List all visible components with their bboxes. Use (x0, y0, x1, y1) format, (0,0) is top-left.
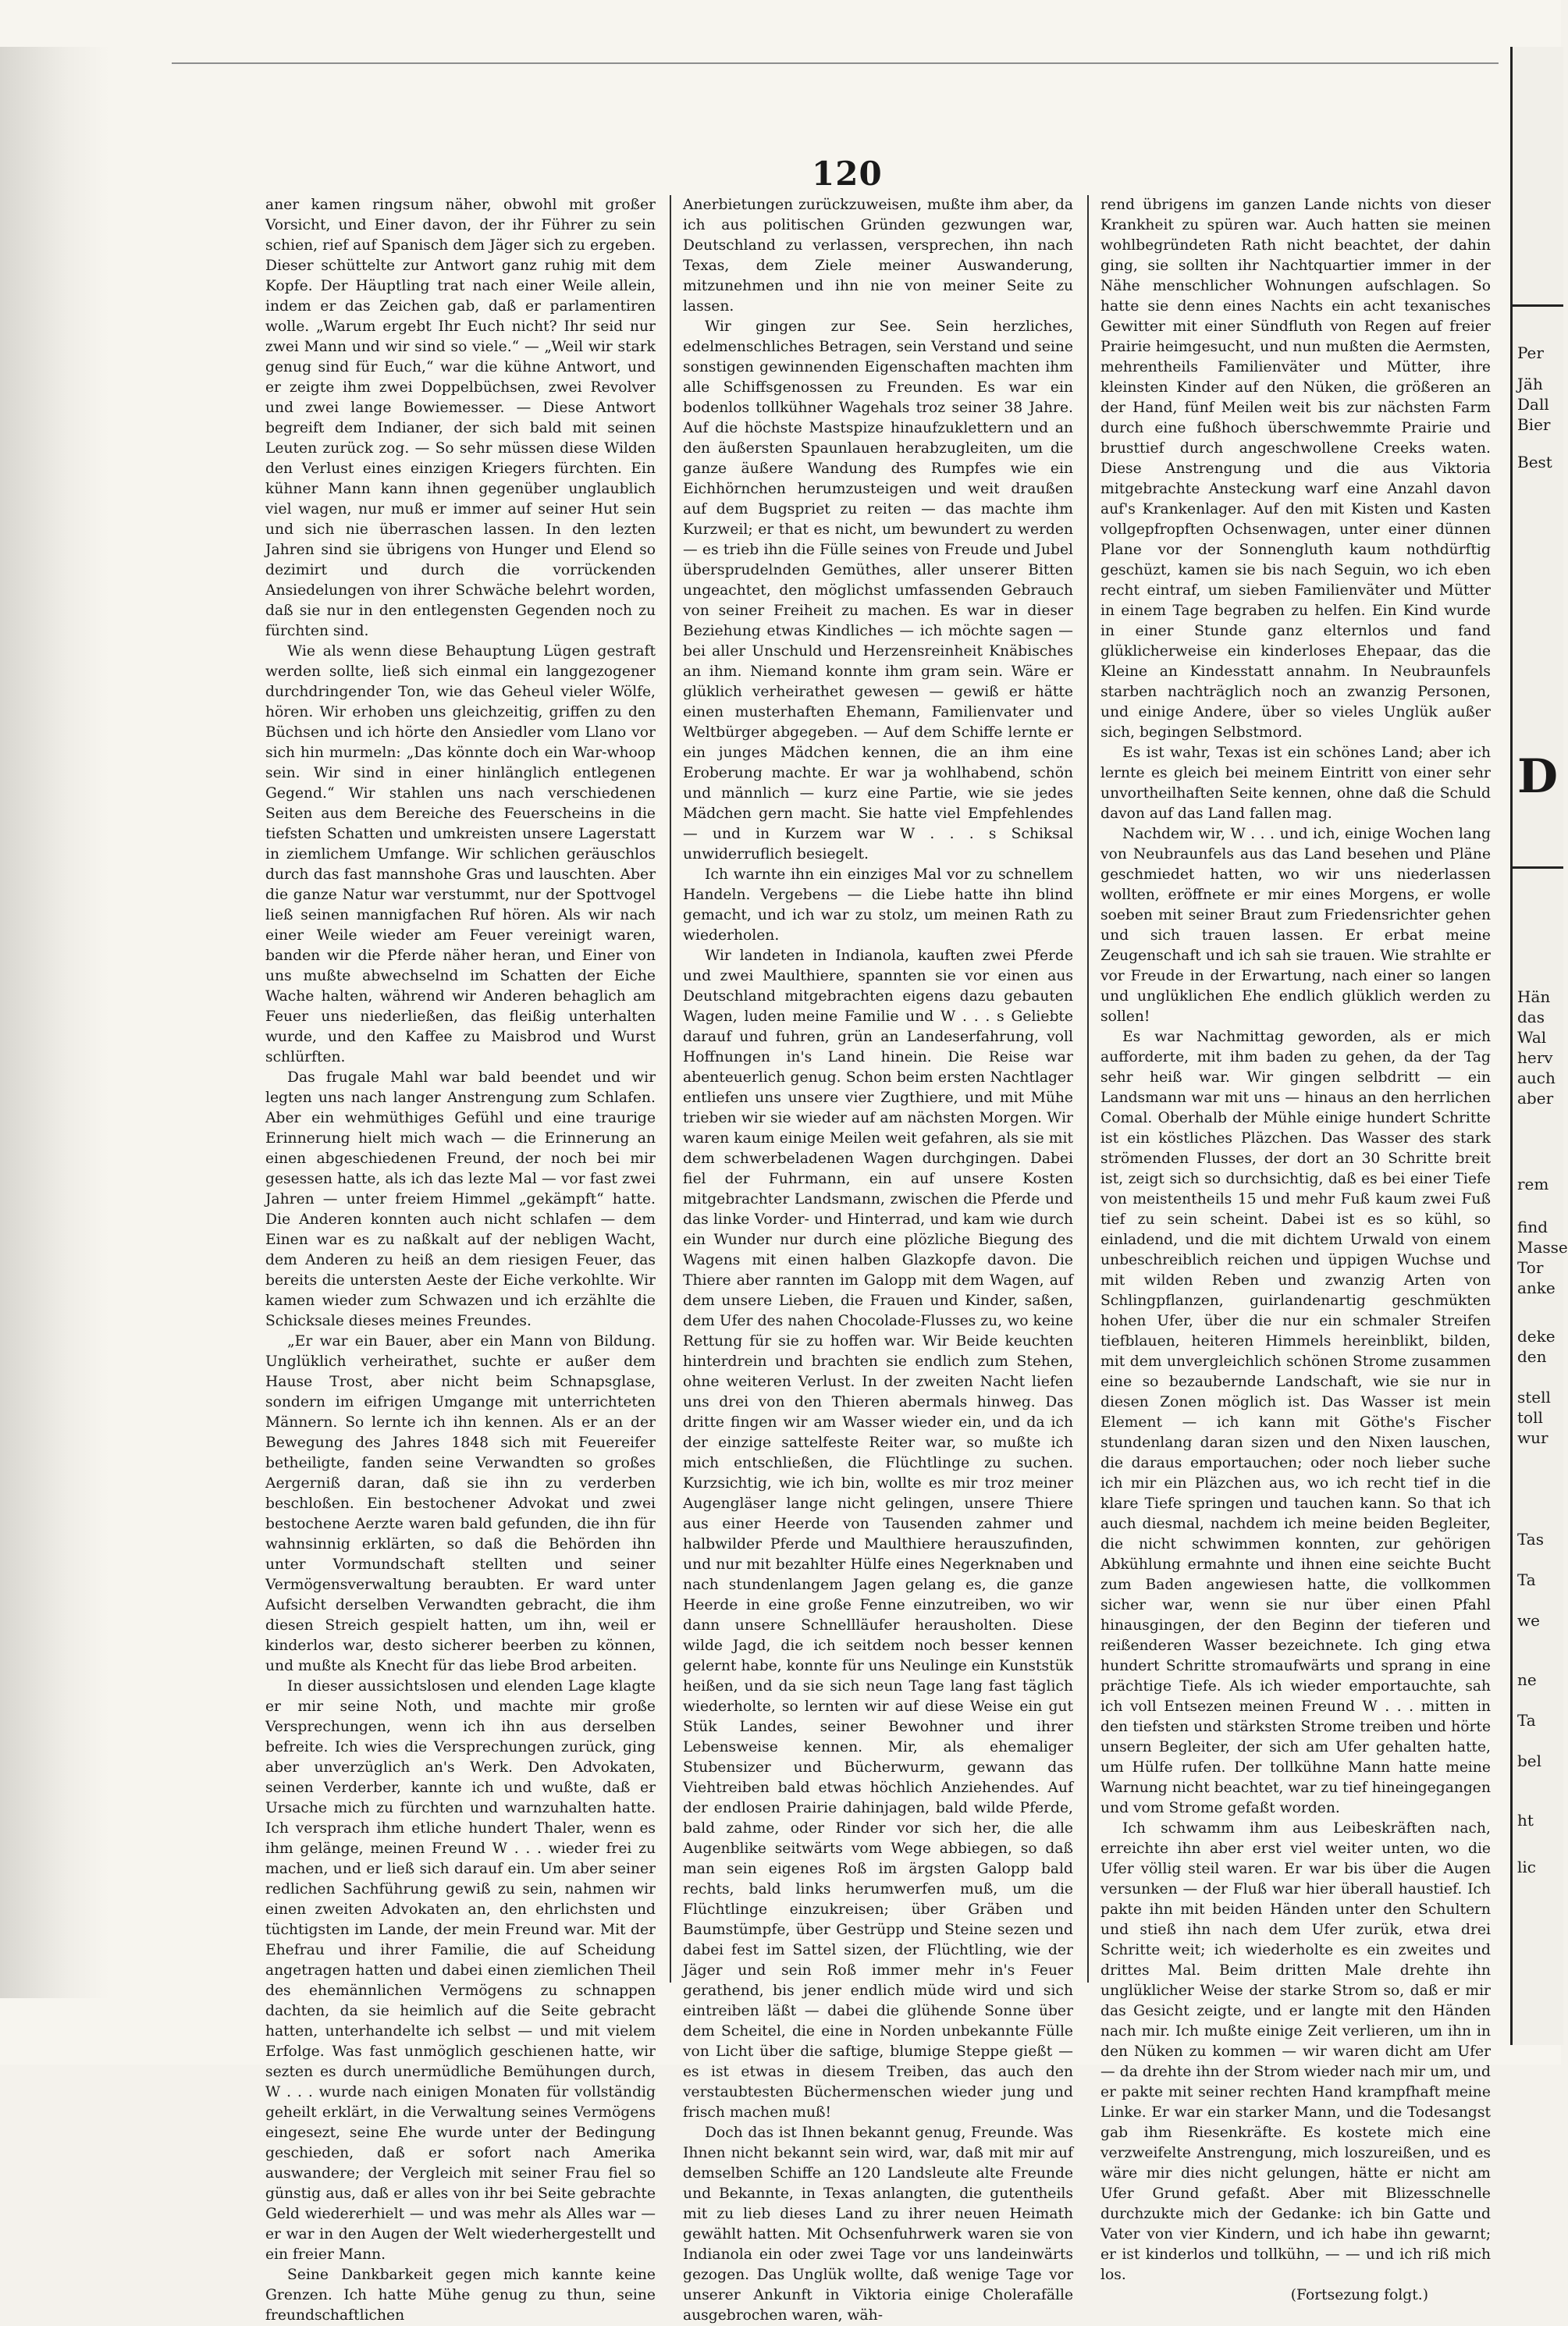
paragraph: Es war Nachmittag geworden, als er mich aufforderte, mit ihm baden zu gehen, da der Tag sehr heiß war. Wir gingen selbdritt — ein Landsmann war mit uns — hinaus an den herrlichen Comal. Oberhalb der Mühle einige hundert Schritte ist ein köstliches Pläzchen. Das Wasser des stark strömenden Flusses, der dort an 30 Schritte breit ist, zeigt sich so durchsichtig, daß es bei einer Tiefe von meistentheils 15 und mehr Fuß kaum zwei Fuß tief zu sein scheint. Dabei ist es so kühl, so einladend, und die mit dichtem Urwald von einem unbeschreiblich reichen und üppigen Wuchse und mit wilden Reben und zwanzig Arten von Schlingpflanzen, guirlandenartig geschmükten hohen Ufer, über die nur ein schmaler Streifen tiefblauen, heiteren Himmels hereinblikt, bilden, mit dem unvergleichlich schönen Strome zusammen eine so bezaubernde Landschaft, wie sie nur in diesen Zonen möglich ist. Das Wasser ist mein Element — ich kann mit Göthe's Fischer stundenlang daran sizen und den Nixen lauschen, die daraus emportauchen; oder noch lieber suche ich mir ein Pläzchen aus, wo ich recht tief in die klare Tiefe springen und tauchen kann. So that ich auch diesmal, nachdem ich meine beiden Begleiter, die nicht schwimmen konnten, zur gehörigen Abkühlung ermahnte und ihnen eine seichte Bucht zum Baden angewiesen hatte, die vollkommen sicher war, wenn sie nur über einen Pfahl hinausgingen, der den Beginn der tieferen und reißenderen Wasser bezeichnete. Ich ging etwa hundert Schritte stromaufwärts und sprang in eine prächtige Tiefe. Als ich wieder emportauchte, sah ich voll Entsezen meinen Freund W . . . mitten in den tiefsten und stärksten Strome treiben und hörte unsern Begleiter, der sich am Ufer gehalten hatte, um Hülfe rufen. Der tollkühne Mann hatte meine Warnung nicht beachtet, war zu tief hineingegangen und vom Strome gefaßt worden. (1100, 1029, 1491, 1816)
margin-fragment: Ta (1517, 1711, 1536, 1730)
text-column-2 (683, 195, 1073, 2324)
continued-note: (Fortsezung folgt.) (1290, 2287, 1428, 2303)
divider-rule (1513, 866, 1563, 869)
column-divider (1087, 195, 1089, 1983)
margin-fragment: das (1517, 1008, 1545, 1026)
margin-fragment: Per (1517, 343, 1544, 362)
margin-fragment: Ta (1517, 1570, 1536, 1589)
margin-fragment: bel (1517, 1752, 1542, 1770)
margin-fragment: anke (1517, 1279, 1556, 1297)
paragraph: Wie als wenn diese Behauptung Lügen gestraft werden sollte, ließ sich einmal ein langgezogener durchdringender Ton, wie das Geheul vieler Wölfe, hören. Wir erhoben uns gleichzeitig, griffen zu den Büchsen und ich hörte den Ansiedler vom Llano vor sich hin murmeln: „Das könnte doch ein War-whoop sein. Wir sind in einer hinlänglich entlegenen Gegend.“ Wir stahlen uns nach verschiedenen Seiten aus dem Bereiche des Feuerscheins in die tiefsten Schatten und umkreisten unsere Lagerstatt in ziemlichem Umfange. Wir schlichen geräuschlos durch das fast mannshohe Gras und lauschten. Aber die ganze Natur war verstummt, nur der Spottvogel ließ seinen mannigfachen Ruf hören. Als wir nach einer Weile wieder am Feuer vereinigt waren, banden wir die Pferde näher heran, und Einer von uns mußte abwechselnd im Schatten der Eiche Wache halten, während wir Anderen behaglich am Feuer uns niederließen, das fleißig unterhalten wurde, und den Kaffee zu Maisbrod und Wurst schlürften. (265, 643, 656, 1065)
paragraph: „Er war ein Bauer, aber ein Mann von Bildung. Unglüklich verheirathet, suchte er außer dem Hause Trost, aber nicht beim Schnapsglase, sondern im eifrigen Umgange mit unterrichteten Männern. So lernte ich ihn kennen. Als er an der Bewegung des Jahres 1848 sich mit Feuereifer betheiligte, fanden seine Verwandten so großes Aergerniß daran, daß sie ihn zu verderben beschloßen. Ein bestochener Advokat und zwei bestochene Aerzte waren bald gefunden, die ihn für wahnsinnig erklärten, so daß die Behörden ihn unter Vormundschaft stellten und seiner Vermögensverwaltung beraubten. Er ward unter Aufsicht derselben Verwandten gebracht, die ihm diesen Streich gespielt hatten, um ihn, weil er kinderlos war, desto sicherer beerben zu können, und mußte als Knecht für das liebe Brod arbeiten. (265, 1333, 656, 1674)
margin-fragment: ne (1517, 1670, 1537, 1689)
margin-fragment: rem (1517, 1175, 1549, 1193)
margin-fragment: Hän (1517, 987, 1551, 1006)
paragraph: Wir gingen zur See. Sein herzliches, edelmenschliches Betragen, sein Verstand und seine sonstigen gewinnenden Eigenschaften machten ihm alle Schiffsgenossen zu Freunden. Es war ein bodenlos tollkühner Wagehals troz seiner 38 Jahre. Auf die höchste Mastspize hinaufzuklettern und an den äußersten Spaunlauen herabzugleiten, um die ganze äußere Wandung des Rumpfes wie ein Eichhörnchen herumzusteigen und weit draußen auf dem Bugspriet zu reiten — das machte ihm Kurzweil; er that es nicht, um bewundert zu werden — es trieb ihn die Fülle seines von Freude und Jubel übersprudelnden Gemüthes, aller unserer Bitten ungeachtet, den möglichst umfassenden Gebrauch von seiner Freiheit zu machen. Es war in dieser Beziehung etwas Kindliches — ich möchte sagen — bei aller Unschuld und Herzensreinheit Knäbisches an ihm. Niemand konnte ihm gram sein. Wäre er glüklich verheirathet gewesen — gewiß er hätte einen musterhaften Ehemann, Familienvater und Weltbürger abgegeben. — Auf dem Schiffe lernte er ein junges Mädchen kennen, die an ihm eine Eroberung machte. Er war ja wohlhabend, schön und männlich — kurz eine Partie, wie sie jedes Mädchen gern macht. Sie hatte viel Empfehlendes — und in Kurzem war W . . . s Schiksal unwiderruflich besiegelt. (683, 318, 1073, 862)
margin-fragment: Best (1517, 453, 1552, 471)
large-initial: D (1517, 749, 1559, 804)
paragraph: rend übrigens im ganzen Lande nichts von dieser Krankheit zu spüren war. Auch hatten sie meinen wohlbegründeten Rath nicht beachtet, der dahin ging, sie sollten ihr Nachtquartier immer in der Nähe menschlicher Wohnungen aufschlagen. So hatte sie denn eines Nachts ein acht texanisches Gewitter mit einer Sündfluth von Regen auf freier Prairie heimgesucht, und nun mußten die Aermsten, mehrentheils Familienväter und Mütter, ihre kleinsten Kinder auf den Nüken, die größeren an der Hand, fünf Meilen weit bis zur nächsten Farm durch eine fußhoch überschwemmte Prairie und brusttief durch angeschwollene Creeks waten. Diese Anstrengung und die aus Viktoria mitgebrachte Ansteckung warf eine Anzahl davon auf's Krankenlager. Auf den mit Kisten und Kasten vollgepfropften Ochsenwagen, unter einer dünnen Plane vor der Sonnengluth kaum nothdürftig geschüzt, kamen sie bis nach Seguin, wo ich eben recht eintraf, um sieben Familienväter und Mütter in einem Tage begraben zu helfen. Ein Kind wurde in einer Stunde ganz elternlos und fand glüklicherweise ein kinderloses Ehepaar, das die Kleine an Kindesstatt annahm. In Neubraunfels starben nachträglich noch an zwanzig Personen, und einige Andere, über so vieles Unglük außer sich, begingen Selbstmord. (1100, 197, 1491, 741)
paragraph: Ich schwamm ihm aus Leibeskräften nach, erreichte ihn aber erst viel weiter unten, wo die Ufer völlig steil waren. Er war bis über die Augen versunken — der Fluß war hier überall haustief. Ich pakte ihn mit beiden Händen unter den Schultern und stieß ihn nach dem Ufer zurük, etwa drei Schritte weit; ich wiederholte es ein zweites und drittes Mal. Beim dritten Male drehte ihn unglüklicher Weise der starke Strom so, daß er mir das Gesicht zeigte, und er langte mit den Händen nach mir. Ich mußte einige Zeit verlieren, um ihn in den Nüken zu kommen — wir waren dicht am Ufer — da drehte ihn der Strom wieder nach mir um, und er pakte mit seiner rechten Hand krampfhaft meine Linke. Er war ein starker Mann, und die Todesangst gab ihm Riesenkräfte. Es kostete mich eine verzweifelte Anstrengung, mich loszureißen, und es wäre mir dies nicht gelungen, hätte er nicht am Ufer Grund gefaßt. Aber mit Blizesschnelle durchzukte mich der Gedanke: ich bin Gatte und Vater von vier Kindern, und ich habe ihn gewarnt; er ist kinderlos und tollkühn, — — und ich riß mich los. (1100, 1820, 1491, 2283)
margin-fragment: Jäh (1517, 375, 1543, 393)
paragraph: Wir landeten in Indianola, kauften zwei Pferde und zwei Maulthiere, spannten sie vor einen aus Deutschland mitgebrachten eigens dazu gebauten Wagen, luden meine Familie und W . . . s Geliebte darauf und fuhren, grün an Landeserfahrung, voll Hoffnungen in's Land hinein. Die Reise war abenteuerlich genug. Schon beim ersten Nachtlager entliefen uns unsere vier Zugthiere, und mit Mühe trieben wir sie wieder auf am nächsten Morgen. Wir waren kaum einige Meilen weit gefahren, als sie mit dem schwerbeladenen Wagen durchgingen. Dabei fiel der Fuhrmann, ein auf unsere Kosten mitgebrachter Landsmann, zwischen die Pferde und das linke Vorder- und Hinterrad, und kam wie durch ein Wunder nur durch eine plözliche Biegung des Wagens mit einen halben Glazkopfe davon. Die Thiere aber rannten im Galopp mit dem Wagen, auf dem unsere Lieben, die Frauen und Kinder, saßen, dem Ufer des nahen Chocolade-Flusses zu, wo keine Rettung für sie zu hoffen war. Wir Beide keuchten hinterdrein und brachten sie endlich zum Stehen, ohne weiteren Verlust. In der zweiten Nacht liefen uns drei von den Thieren abermals hinweg. Das dritte fingen wir am Wasser wieder ein, und da ich der einzige sattelfeste Reiter war, so mußte ich mich entschließen, die Flüchtlinge zu suchen. Kurzsichtig, wie ich bin, wollte es mir troz meiner Augengläser lange nicht gelingen, unsere Thiere aus einer Heerde von Tausenden zahmer und halbwilder Pferde und Maulthiere herauszufinden, und nur mit bezahlter Hülfe eines Negerknaben und nach stundenlangem Jagen gelang es, die ganze Heerde in eine große Fenne einzutreiben, wo wir dann unsere Schnellläufer herausholten. Diese wilde Jagd, die ich seitdem noch besser kennen gelernt habe, konnte für uns Neulinge ein Kunststük heißen, und da sie sich neun Tage lang fast täglich wiederholte, so lernten wir auf diese Weise ein gut Stük Landes, seiner Bewohner und ihrer Lebensweise kennen. Mir, als ehemaliger Stubensizer und Bücherwurm, gewann das Viehtreiben bald etwas höchlich Anziehendes. Auf der endlosen Prairie dahinjagen, bald wilde Pferde, bald zahme, oder Rinder vor sich her, die alle Augenblike seitwärts vom Wege abbiegen, so daß man sein eigenes Roß im ärgsten Galopp bald rechts, bald links herumwerfen muß, um die Flüchtlinge einzukreisen; über Gräben und Baumstümpfe, über Gestrüpp und Steine sezen und dabei fest im Sattel sizen, der Flüchtling, wie der Jäger und sein Roß immer mehr in's Feuer gerathend, bis jener endlich müde wird und sich eintreiben läßt — dabei die glühende Sonne über dem Scheitel, die eine in Norden unbekannte Fülle von Licht über die saftige, blumige Steppe gießt — es ist etwas in diesem Treiben, das auch den verstaubtesten Büchermenschen wieder jung und frisch machen muß! (683, 948, 1073, 2121)
margin-fragment: Masse (1517, 1238, 1568, 1257)
margin-fragment: herv (1517, 1048, 1553, 1067)
margin-fragment: toll (1517, 1408, 1543, 1427)
margin-fragment: lic (1517, 1858, 1536, 1876)
paragraph: Doch das ist Ihnen bekannt genug, Freunde. Was Ihnen nicht bekannt sein wird, war, daß mit mir auf demselben Schiffe an 120 Landsleute alte Freunde und Bekannte, in Texas anlangten, die gutentheils mit zu lieb dieses Land zu ihrer neuen Heimath gewählt hatten. Mit Ochsenfuhrwerk waren sie von Indianola ein oder zwei Tage vor uns landeinwärts gezogen. Das Unglük wollte, daß wenige Tage vor unserer Ankunft in Viktoria einige Cholerafälle ausgebrochen waren, wäh- (683, 2125, 1073, 2324)
margin-fragment: Bier (1517, 415, 1551, 434)
paragraph: Seine Dankbarkeit gegen mich kannte keine Grenzen. Ich hatte Mühe genug zu thun, seine freundschaftlichen (265, 2267, 656, 2324)
margin-fragment: stell (1517, 1388, 1551, 1407)
margin-fragment: deke (1517, 1327, 1556, 1346)
paragraph: In dieser aussichtslosen und elenden Lage klagte er mir seine Noth, und machte mir große Versprechungen, wenn ich ihn aus derselben befreite. Ich wies die Versprechungen zurück, ging aber unverzüglich an's Werk. Den Advokaten, seinen Verderber, kannte ich und wußte, daß er Ursache mich zu fürchten und warnzuhalten hatte. Ich versprach ihm etliche hundert Thaler, wenn es ihm gelänge, meinen Freund W . . . wieder frei zu machen, und er ließ sich darauf ein. Um aber seiner redlichen Sachführung gewiß zu sein, nahmen wir einen zweiten Advokaten an, den ehrlichsten und tüchtigsten im Lande, der mein Freund war. Mit der Ehefrau und ihrer Familie, die auf Scheidung angetragen hatten und dabei einen ziemlichen Theil des ehemännlichen Vermögens zu schnappen dachten, da sie heimlich auf die Seite gebracht hatten, unterhandelte ich selbst — und mit vielem Erfolge. Was fast unmöglich geschienen hatte, wir sezten es durch unermüdliche Bemühungen durch, W . . . wurde nach einigen Monaten für vollständig geheilt erklärt, in die Verwaltung seines Vermögens eingesezt, seine Ehe wurde unter der Bedingung geschieden, daß er sofort nach Amerika auswandere; der Vergleich mit seiner Frau fiel so günstig aus, daß er alles von ihr bei Seite gebrachte Geld wiedererhielt — und was mehr als Alles war — er war in den Augen der Welt wiederhergestellt und ein freier Mann. (265, 1678, 656, 2263)
margin-fragment: wur (1517, 1428, 1548, 1447)
divider-rule (1513, 304, 1563, 307)
text-column-3 (1100, 195, 1491, 2303)
paragraph: Das frugale Mahl war bald beendet und wir legten uns nach langer Anstrengung zum Schlafen. Aber ein wehmüthiges Gefühl und eine traurige Erinnerung hielt mich wach — die Erinnerung an einen abgeschiedenen Freund, der noch bei mir gesessen hatte, als ich das lezte Mal — vor fast zwei Jahren — unter freiem Himmel „gekämpft“ hatte. Die Anderen konnten auch nicht schlafen — dem Einen war es zu naßkalt auf der nebligen Wacht, dem Anderen zu heiß an dem riesigen Feuer, das bereits die untersten Aeste der Eiche verkohlte. Wir kamen wieder zum Schwazen und ich erzählte die Schicksale dieses meines Freundes. (265, 1069, 656, 1329)
margin-fragment: auch (1517, 1069, 1556, 1087)
margin-fragment: we (1517, 1611, 1540, 1630)
top-rule (172, 62, 1499, 64)
paragraph: Nachdem wir, W . . . und ich, einige Wochen lang von Neubraunfels aus das Land besehen und Pläne geschmiedet hatten, wo wir uns niederlassen wollten, eröffnete er mir eines Morgens, er wolle soeben mit seiner Braut zum Friedensrichter gehen und sich trauen lassen. Er erbat meine Zeugenschaft und ich sah sie trauen. Wie strahlte er vor Freude in der Erwartung, nach einer so langen und unglüklichen Ehe endlich glüklich werden zu sollen! (1100, 826, 1491, 1025)
paragraph: aner kamen ringsum näher, obwohl mit großer Vorsicht, und Einer davon, der ihr Führer zu sein schien, rief auf Spanisch dem Jäger sich zu ergeben. Dieser schüttelte zur Antwort ganz ruhig mit dem Kopfe. Der Häuptling trat nach einer Weile allein, indem er das Zeichen gab, daß er parlamentiren wolle. „Warum ergebt Ihr Euch nicht? Ihr seid nur zwei Mann und wir sind so viele.“ — „Weil wir stark genug sind für Euch,“ war die kühne Antwort, und er zeigte ihm zwei Doppelbüchsen, zwei Revolver und zwei lange Bowiemesser. — Diese Antwort begreift dem Indianer, der sich bald mit seinen Leuten zurück zog. — So sehr müssen diese Wilden den Verlust eines einzigen Kriegers fürchten. Ein kühner Mann kann ihnen gegenüber unglaublich viel wagen, nur muß er immer auf seiner Hut sein und sich nie überraschen lassen. In den lezten Jahren sind sie übrigens von Hunger und Elend so dezimirt und durch die vorrückenden Ansiedelungen von ihrer Schwäche belehrt worden, daß sie nur in den entlegensten Gegenden noch zu fürchten sind. (265, 197, 656, 639)
margin-fragment: aber (1517, 1089, 1554, 1108)
binding-shadow (0, 47, 109, 1998)
margin-fragment: Dall (1517, 395, 1549, 414)
paragraph: Es ist wahr, Texas ist ein schönes Land; aber ich lernte es gleich bei meinem Eintritt von einer sehr unvortheilhaften Seite kennen, ohne daß die Schuld davon auf das Land fallen mag. (1100, 745, 1491, 822)
margin-fragment: ht (1517, 1811, 1534, 1830)
margin-fragment: Wal (1517, 1028, 1547, 1047)
text-column-1 (265, 195, 656, 2324)
adjacent-page-edge (1510, 47, 1568, 2045)
page-number: 120 (812, 155, 883, 193)
paragraph: Anerbietungen zurückzuweisen, mußte ihm aber, da ich aus politischen Gründen gezwungen war, Deutschland zu verlassen, versprechen, ihn nach Texas, dem Ziele meiner Auswanderung, mitzunehmen und ihn nie von meiner Seite zu lassen. (683, 197, 1073, 315)
column-divider (670, 195, 671, 1983)
margin-fragment: find (1517, 1218, 1548, 1236)
margin-fragment: Tas (1517, 1530, 1544, 1549)
paragraph: Ich warnte ihn ein einziges Mal vor zu schnellem Handeln. Vergebens — die Liebe hatte ihn blind gemacht, und ich war zu stolz, um meinen Rath zu wiederholen. (683, 866, 1073, 944)
margin-fragment: Tor (1517, 1258, 1544, 1277)
margin-fragment: den (1517, 1347, 1547, 1366)
